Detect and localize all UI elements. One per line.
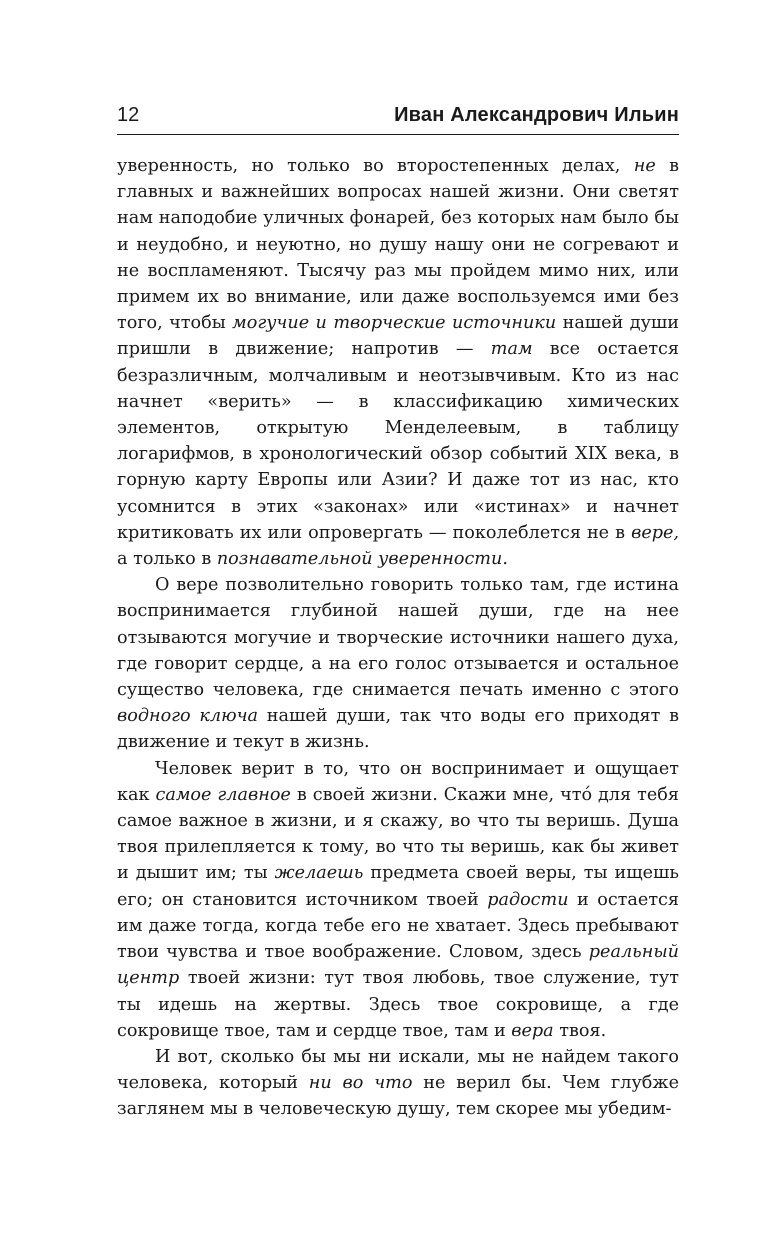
italic-text: вере, xyxy=(631,522,679,543)
text-run: нашей души пришли в движение; напротив — xyxy=(117,313,679,360)
text-run: не верил бы. Чем глубже заглянем мы в человеческую душу, тем скорее мы убедим- xyxy=(117,1073,679,1120)
text-run: и остается им даже тогда, когда тебе его не хватает. Здесь пребывают твои чувства и твое воображение. Словом, здесь xyxy=(117,889,679,963)
text-run: Человек верит в то, что он воспринимает и ощущает как xyxy=(117,758,679,805)
text-run: в своей жизни. Скажи мне, чтó для тебя самое важное в жизни, и я скажу, во что ты веришь. Душа твоя прилепляется к тому, во что ты веришь, как бы живет и дышит им; ты xyxy=(117,784,679,884)
text-run: предмета своей веры, ты ищешь его; он становится источником твоей xyxy=(117,863,679,910)
text-run: а только в xyxy=(117,549,217,570)
text-run: уверенность, но только во второстепенных делах, xyxy=(117,156,634,176)
body-text xyxy=(117,153,679,1123)
paragraph xyxy=(117,756,679,1044)
running-head-author: Иван Александрович Ильин xyxy=(394,104,679,126)
paragraph xyxy=(117,572,679,755)
page-header xyxy=(117,100,679,135)
text-run: твоя. xyxy=(553,1020,607,1041)
text-run: все остается безразличным, молчаливым и неотзывчивым. Кто из нас начнет «верить» — в классификацию химических элементов, открытую Менделеевым, в таблицу логарифмов, в хронологический обзор событий XIX века, в горную карту Европы или Азии? И даже тот из нас, кто усомнится в этих «законах» или «истинах» и начнет критиковать их или опровергать — поколеблется не в xyxy=(117,339,679,543)
text-run: в главных и важнейших вопросах нашей жизни. Они светят нам наподобие уличных фонарей, без которых нам было бы и неудобно, и неуютно, но душу нашу они не согревают и не воспламеняют. Тысячу раз мы пройдем мимо них, или примем их во внимание, или даже воспользуемся ими без того, чтобы xyxy=(117,156,679,334)
italic-text: водного ключа xyxy=(117,706,259,727)
paragraph xyxy=(117,153,679,572)
italic-text: там xyxy=(490,339,533,360)
italic-text: радости xyxy=(487,889,569,910)
italic-text: желаешь xyxy=(274,863,364,884)
page-number: 12 xyxy=(117,104,140,126)
paragraph xyxy=(117,1044,679,1123)
italic-text: познавательной уверенности. xyxy=(216,549,508,570)
text-run: нашей души, так что воды его приходят в движение и текут в жизнь. xyxy=(117,706,679,753)
italic-text: ни во что xyxy=(308,1073,413,1094)
italic-text: реальный центр xyxy=(117,942,679,989)
italic-text: не xyxy=(633,156,656,176)
text-run: И вот, сколько бы мы ни искали, мы не найдем такого человека, который xyxy=(117,1046,679,1094)
italic-text: вера xyxy=(511,1020,554,1041)
italic-text: могучие и творческие источники xyxy=(232,313,557,334)
text-run: твоей жизни: тут твоя любовь, твое служение, тут ты идешь на жертвы. Здесь твое сокровище, а где сокровище твое, там и сердце твое, там и xyxy=(117,968,679,1041)
italic-text: самое главное xyxy=(155,784,291,805)
text-run: О вере позволительно говорить только там, где истина воспринимается глубиной нашей души, где на нее отзываются могучие и творческие источники нашего духа, где говорит сердце, а на его голос отзывается и остальное существо человека, где снимается печать именно с этого xyxy=(117,575,679,701)
